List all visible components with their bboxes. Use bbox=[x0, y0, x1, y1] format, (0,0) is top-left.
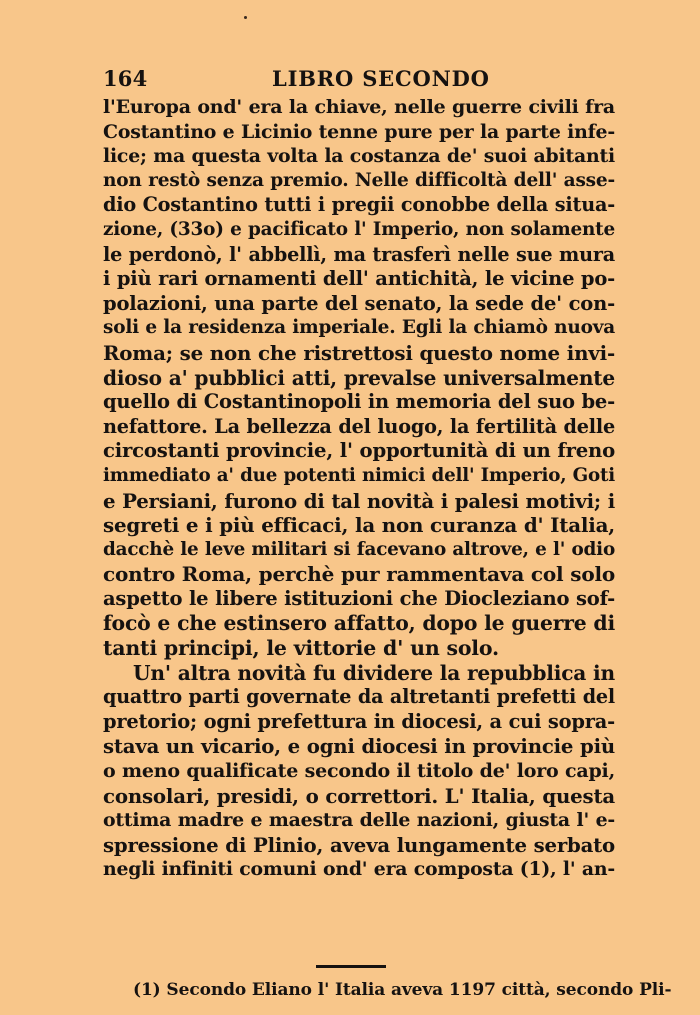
text-line: polazioni, una parte del senato, la sede de' con- bbox=[103, 291, 615, 315]
text-line: e Persiani, furono di tal novità i palesi motivi; i bbox=[103, 488, 615, 513]
text-line: soli e la residenza imperiale. Egli la chiamò nuova bbox=[103, 317, 615, 339]
text-line: le perdonò, l' abbellì, ma trasferì nelle sue mura bbox=[103, 242, 615, 266]
text-line: quattro parti governate da altretanti prefetti del bbox=[103, 685, 615, 709]
text-line: spressione di Plinio, aveva lungamente serbato bbox=[103, 832, 615, 857]
text-line: nefattore. La bellezza del luogo, la fertilità delle bbox=[103, 414, 615, 438]
text-line: pretorio; ogni prefettura in diocesi, a cui sopra- bbox=[103, 709, 615, 733]
text-line: stava un vicario, e ogni diocesi in provincie più bbox=[103, 734, 615, 759]
text-line: Un' altra novità fu dividere la repubblica in bbox=[133, 660, 615, 685]
text-line: l'Europa ond' era la chiave, nelle guerre civili fra bbox=[103, 96, 615, 118]
text-line: consolari, presidi, o correttori. L' Italia, questa bbox=[103, 783, 615, 808]
text-line: o meno qualificate secondo il titolo de' loro capi, bbox=[103, 760, 615, 783]
text-line: tanti principi, le vittorie d' un solo. bbox=[103, 636, 499, 661]
text-line: Costantino e Licinio tenne pure per la parte infe- bbox=[103, 120, 615, 143]
page-header bbox=[0, 66, 700, 96]
text-line: lice; ma questa volta la costanza de' suoi abitanti bbox=[103, 145, 615, 168]
footnote-rule bbox=[316, 965, 386, 968]
text-line: focò e che estinsero affatto, dopo le guerre di bbox=[103, 611, 615, 636]
text-line: zione, (33o) e pacificato l' Imperio, non solamente bbox=[103, 218, 615, 240]
text-line: immediato a' due potenti nimici dell' Imperio, Goti bbox=[103, 464, 615, 486]
text-line: contro Roma, perchè pur rammentava col solo bbox=[103, 562, 615, 587]
text-line: circostanti provincie, l' opportunità di un freno bbox=[103, 439, 615, 463]
body-text bbox=[103, 95, 615, 882]
text-line: quello di Costantinopoli in memoria del suo be- bbox=[103, 390, 615, 414]
text-line: i più rari ornamenti dell' antichità, le vicine po- bbox=[103, 267, 615, 291]
text-line: Roma; se non che ristrettosi questo nome invi- bbox=[103, 340, 615, 365]
text-line: dioso a' pubblici atti, prevalse universalmente bbox=[103, 365, 615, 390]
footnote: (1) Secondo Eliano l' Italia aveva 1197 città, secondo Pli- bbox=[133, 980, 672, 1000]
text-line: segreti e i più efficaci, la non curanza d' Italia, bbox=[103, 513, 615, 538]
text-line: non restò senza premio. Nelle difficoltà dell' asse- bbox=[103, 169, 615, 191]
text-line: aspetto le libere istituzioni che Diocleziano sof- bbox=[103, 586, 615, 610]
page-number: 164 bbox=[103, 66, 148, 91]
running-head: LIBRO SECONDO bbox=[272, 66, 490, 91]
text-line: dio Costantino tutti i pregii conobbe della situa- bbox=[103, 193, 615, 217]
text-line: negli infiniti comuni ond' era composta (1), l' an- bbox=[103, 858, 615, 881]
print-speck bbox=[244, 16, 247, 19]
text-line: dacchè le leve militari si facevano altrove, e l' odio bbox=[103, 538, 615, 560]
text-line: ottima madre e maestra delle nazioni, giusta l' e- bbox=[103, 809, 615, 832]
